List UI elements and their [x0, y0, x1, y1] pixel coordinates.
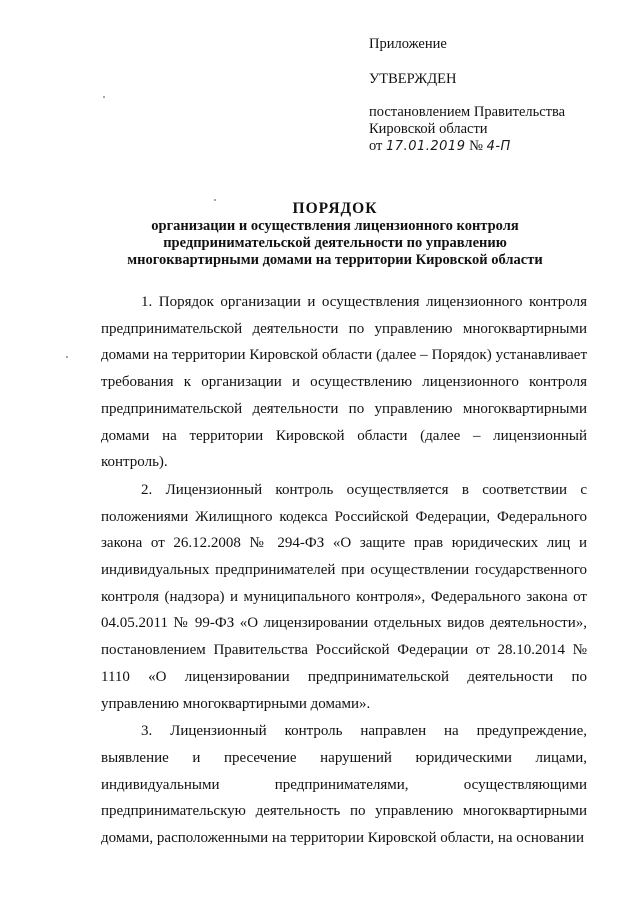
document-title [100, 199, 570, 269]
number-sign: № [469, 138, 483, 154]
approval-header [369, 36, 619, 155]
document-body [101, 289, 587, 852]
title-line-1: организации и осуществления лицензионного контроля [151, 218, 519, 234]
handwritten-number: 4-П [486, 139, 511, 154]
resolution-line-1: постановлением Правительства [369, 104, 566, 120]
paragraph-2: 2. Лицензионный контроль осуществляется в соответствии с положениями Жилищного кодекса Российской Федерации, Федерального закона от 26.12.2008 № 294-ФЗ «О защите прав юридических лиц и индивидуальных предпринимателей при осуществлении государственного контроля (надзора) и муниципального контроля», Федерального закона от 04.05.2011 № 99-ФЗ «О лицензировании отдельных видов деятельности», постановлением Правительства Российской Федерации от 28.10.2014 № 1110 «О лицензировании предпринимательской деятельности по управлению многоквартирными домами». [101, 481, 587, 712]
approved-label: УТВЕРЖДЕН [369, 71, 457, 87]
resolution-line-2: Кировской области [369, 121, 488, 137]
handwritten-date: 17.01.2019 [386, 139, 466, 154]
scan-speck [66, 356, 68, 358]
appendix-label: Приложение [369, 36, 447, 52]
scan-speck [103, 96, 105, 98]
scan-speck [214, 199, 216, 201]
resolution-date-number-line [369, 138, 619, 155]
title-line-2: предпринимательской деятельности по управлению [163, 235, 507, 251]
paragraph-1: 1. Порядок организации и осуществления лицензионного контроля предпринимательской деятельности по управлению многоквартирными домами на территории Кировской области (далее – Порядок) устанавливает требования к организации и осуществлению лицензионного контроля предпринимательской деятельности по управлению многоквартирными домами на территории Кировской области (далее – лицензионный контроль). [101, 294, 587, 471]
title-line-3: многоквартирными домами на территории Кировской области [127, 252, 543, 268]
title-main: ПОРЯДОК [292, 200, 378, 217]
date-prefix: от [369, 138, 383, 154]
paragraph-3: 3. Лицензионный контроль направлен на предупреждение, выявление и пресечение нарушений юридическими лицами, индивидуальными предпринимателями, осуществляющими предпринимательскую деятельность по управлению многоквартирными домами, расположенными на территории Кировской области, на основании [101, 723, 587, 847]
